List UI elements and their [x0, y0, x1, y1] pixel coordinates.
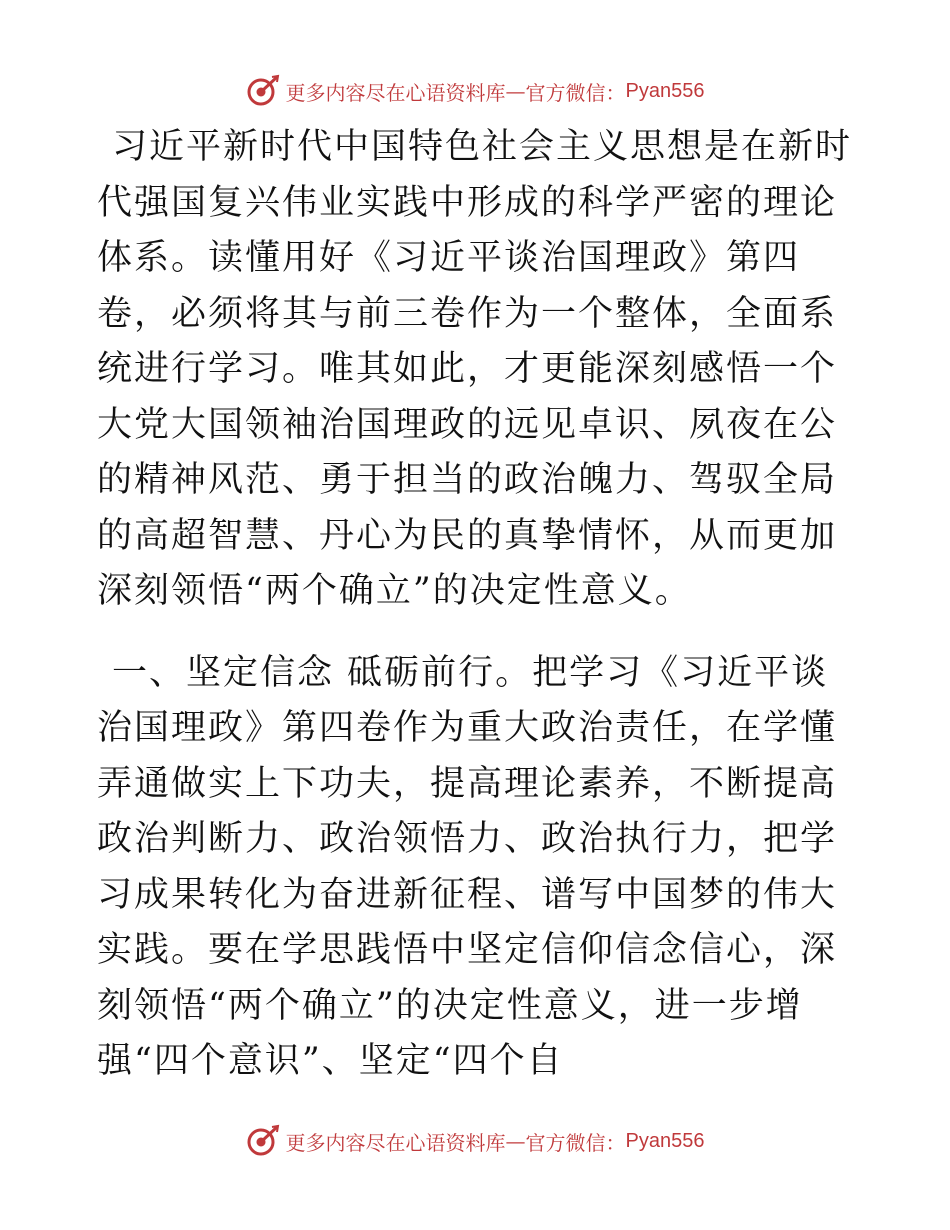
banner-wechat-label: 官方微信：	[525, 1130, 626, 1155]
banner-wechat-id: Pyan556	[625, 1129, 705, 1152]
paragraph-section-1: 一、坚定信念 砥砺前行。把学习《习近平谈治国理政》第四卷作为重大政治责任，在学懂弄通做实上下功夫，提高理论素养，不断提高政治判断力、政治领悟力、政治执行力，把学习成果转化为奋进新征程、谱写中国梦的伟大实践。要在学思践悟中坚定信仰信念信心，深刻领悟“两个确立”的决定性意义，进一步增强“四个意识”、坚定“四个自	[97, 652, 838, 1081]
header-watermark	[0, 71, 950, 111]
paragraph-intro: 习近平新时代中国特色社会主义思想是在新时代强国复兴伟业实践中形成的科学严密的理论体系。读懂用好《习近平谈治国理政》第四卷，必须将其与前三卷作为一个整体，全面系统进行学习。唯其如此，才更能深刻感悟一个大党大国领袖治国理政的远见卓识、夙夜在公的精神风范、勇于担当的政治魄力、驾驭全局的高超智慧、丹心为民的真挚情怀，从而更加深刻领悟“两个确立”的决定性意义。	[97, 127, 853, 611]
footer-watermark	[0, 1121, 950, 1161]
brand-logo-icon	[246, 74, 280, 108]
brand-logo-icon	[246, 1124, 280, 1158]
banner-wechat-id: Pyan556	[625, 79, 705, 102]
banner-text: 更多内容尽在心语资料库	[285, 1130, 506, 1155]
banner-text: 更多内容尽在心语资料库	[285, 80, 506, 105]
banner-wechat-label: 官方微信：	[525, 80, 626, 105]
banner-dash: —	[505, 1129, 526, 1153]
banner-dash: —	[505, 79, 526, 103]
document-body	[97, 120, 857, 1090]
